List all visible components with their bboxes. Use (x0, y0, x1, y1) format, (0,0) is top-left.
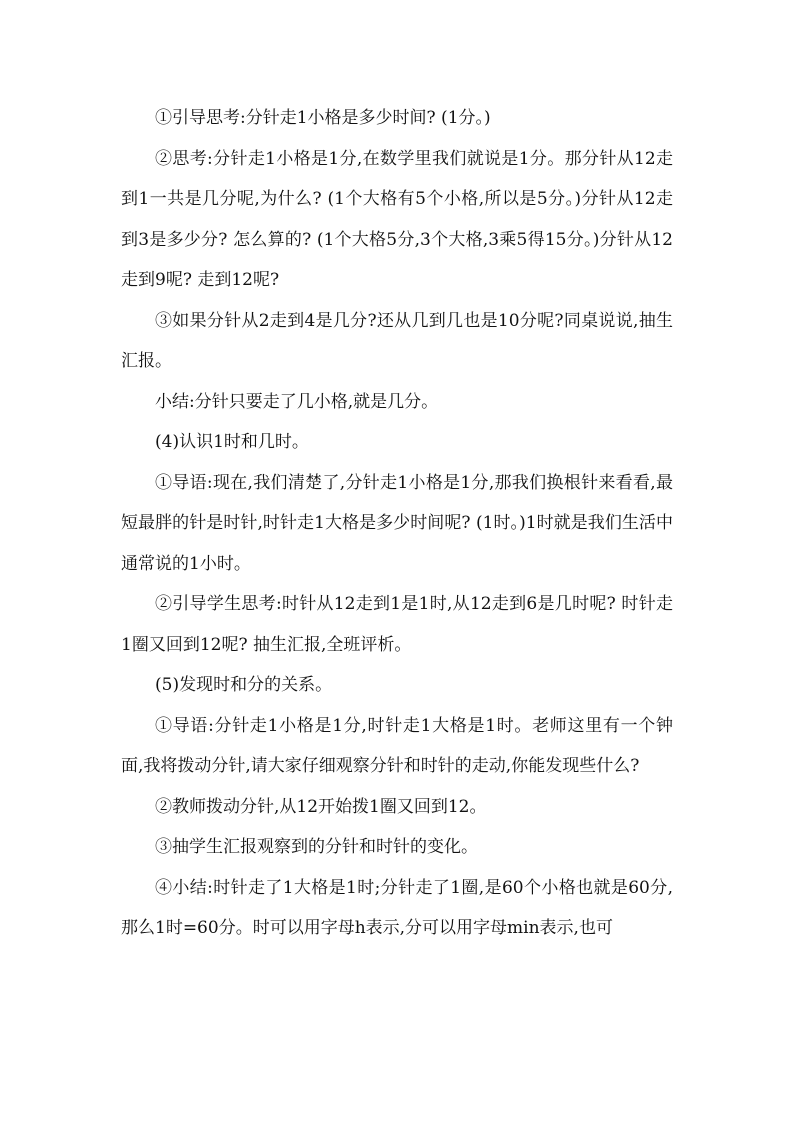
paragraph-teacher-demo: ②教师拨动分针,从12开始拨1圈又回到12。 (155, 796, 487, 817)
paragraph-student-report: ③抽学生汇报观察到的分针和时针的变化。 (155, 837, 478, 857)
paragraph-guide-hour-hand: ②引导学生思考:时针从12走到1是1时,从12走到6是几时呢? 时针走1圈又回到12呢? 抽生汇报,全班评析。 (121, 594, 673, 655)
paragraph-guide-thinking: ①引导思考:分针走1小格是多少时间? (1分。) (155, 108, 491, 128)
paragraph-minute-hand-2-to-4: ③如果分针从2走到4是几分?还从几到几也是10分呢?同桌说说,抽生汇报。 (121, 310, 673, 371)
document-body (121, 98, 673, 949)
paragraph-intro-hour-hand: ①导语:现在,我们清楚了,分针走1小格是1分,那我们换根针来看看,最短最胖的针是时针,时针走1大格是多少时间呢? (1时。)1时就是我们生活中通常说的1小时。 (121, 472, 673, 574)
paragraph-summary-hour-minute: ④小结:时针走了1大格是1时;分针走了1圈,是60个小格也就是60分,那么1时=60分。时可以用字母h表示,分可以用字母min表示,也可 (121, 877, 673, 938)
paragraph-thinking-minute-hand: ②思考:分针走1小格是1分,在数学里我们就说是1分。那分针从12走到1一共是几分呢,为什么? (1个大格有5个小格,所以是5分。)分针从12走到3是多少分? 怎么算的? (1个大格5分,3个大格,3乘5得15分。)分针从12走到9呢? 走到12呢? (121, 148, 673, 290)
paragraph-intro-clock-face: ①导语:分针走1小格是1分,时针走1大格是1时。老师这里有一个钟面,我将拨动分针,请大家仔细观察分针和时针的走动,你能发现些什么? (121, 715, 673, 776)
paragraph-summary-minutes: 小结:分针只要走了几小格,就是几分。 (155, 391, 439, 412)
section-heading-hours: (4)认识1时和几时。 (155, 432, 309, 452)
section-heading-relation: (5)发现时和分的关系。 (155, 675, 333, 695)
